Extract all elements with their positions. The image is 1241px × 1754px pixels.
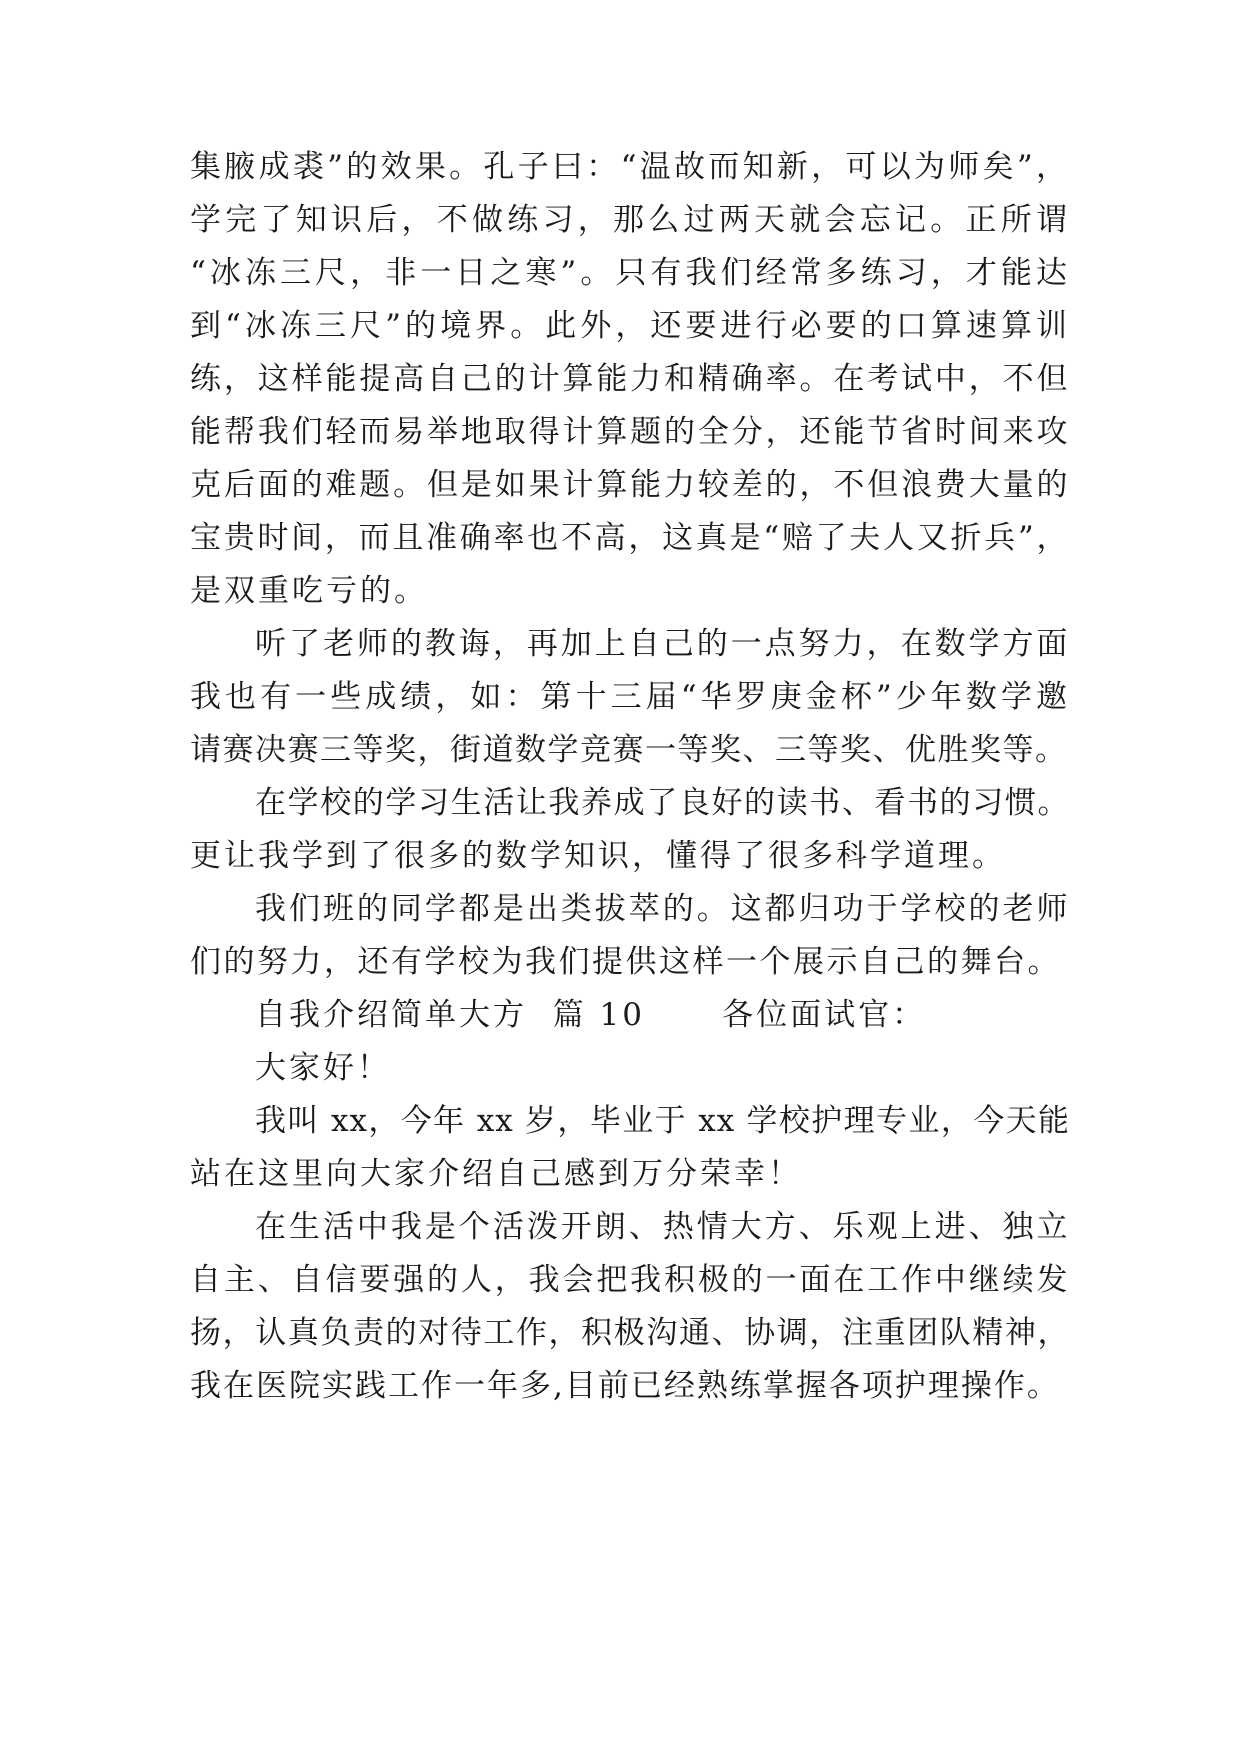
greeting-line: 大家好！: [255, 1050, 391, 1086]
text-line-6: 能帮我们轻而易举地取得计算题的全分，还能节省时间来攻: [190, 414, 1070, 450]
text-line-24: 我在医院实践工作一年多,目前已经熟练掌握各项护理操作。: [190, 1368, 1060, 1404]
text-line-23: 扬，认真负责的对待工作，积极沟通、协调，注重团队精神，: [190, 1315, 1070, 1351]
text-line-15: 我们班的同学都是出类拔萃的。这都归功于学校的老师: [255, 891, 1070, 927]
text-line-22: 自主、自信要强的人，我会把我积极的一面在工作中继续发: [190, 1262, 1070, 1298]
text-line-10: 听了老师的教诲，再加上自己的一点努力，在数学方面: [255, 626, 1070, 662]
text-line-14: 更让我学到了很多的数学知识，懂得了很多科学道理。: [190, 838, 1006, 874]
text-line-20: 站在这里向大家介绍自己感到万分荣幸！: [190, 1156, 802, 1192]
text-line-13: 在学校的学习生活让我养成了良好的读书、看书的习惯。: [255, 785, 1070, 821]
text-line-12: 请赛决赛三等奖，街道数学竞赛一等奖、三等奖、优胜奖等。: [190, 732, 1068, 768]
text-line-1: 集腋成裘”的效果。孔子曰：“温故而知新，可以为师矣”，: [190, 149, 1070, 185]
text-line-4: 到“冰冻三尺”的境界。此外，还要进行必要的口算速算训: [190, 308, 1070, 344]
text-line-11: 我也有一些成绩，如：第十三届“华罗庚金杯”少年数学邀: [190, 679, 1070, 715]
section-heading: 自我介绍简单大方 篇 10 各位面试官：: [255, 997, 927, 1033]
text-line-8: 宝贵时间，而且准确率也不高，这真是“赔了夫人又折兵”，: [190, 520, 1070, 556]
text-line-19: 我叫 xx，今年 xx 岁，毕业于 xx 学校护理专业，今天能: [255, 1103, 1070, 1139]
text-line-5: 练，这样能提高自己的计算能力和精确率。在考试中，不但: [190, 361, 1070, 397]
text-line-2: 学完了知识后，不做练习，那么过两天就会忘记。正所谓: [190, 202, 1070, 238]
text-line-16: 们的努力，还有学校为我们提供这样一个展示自己的舞台。: [190, 944, 1061, 980]
text-line-3: “冰冻三尺，非一日之寒”。只有我们经常多练习，才能达: [190, 255, 1070, 291]
text-line-7: 克后面的难题。但是如果计算能力较差的，不但浪费大量的: [190, 467, 1070, 503]
text-line-21: 在生活中我是个活泼开朗、热情大方、乐观上进、独立: [255, 1209, 1070, 1245]
text-line-9: 是双重吃亏的。: [190, 573, 428, 609]
